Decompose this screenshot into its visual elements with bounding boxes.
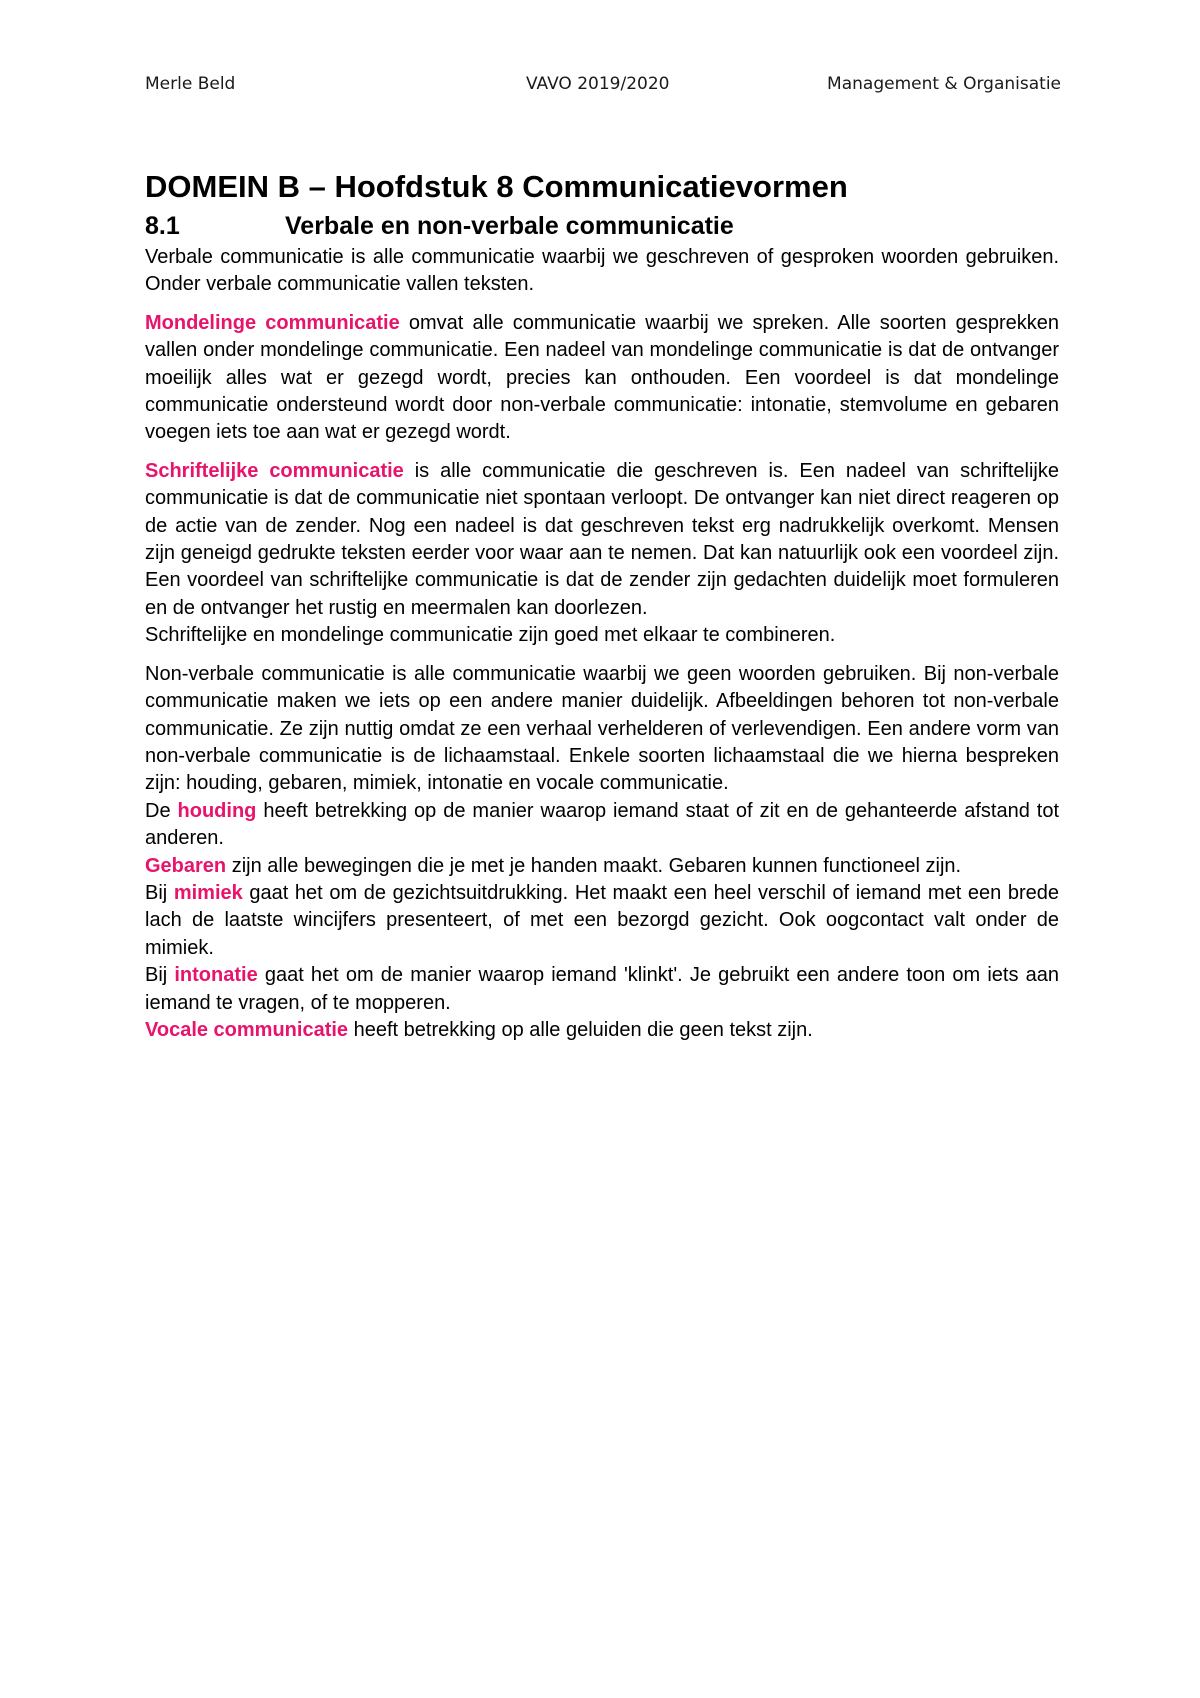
paragraph-gestures-text: zijn alle bewegingen die je met je handen maakt. Gebaren kunnen functioneel zijn. (226, 854, 962, 877)
paragraph-nonverbal: Non-verbale communicatie is alle communicatie waarbij we geen woorden gebruiken. Bij non-verbale communicatie maken we iets op een andere manier duidelijk. Afbeeldingen behoren tot non-verbale communicatie. Ze zijn nuttig omdat ze een verhaal verhelderen of verlevendigen. Een andere vorm van non-verbale communicatie is de lichaamstaal. Enkele soorten lichaamstaal die we hierna bespreken zijn: houding, gebaren, mimiek, intonatie en vocale communicatie. (145, 662, 1059, 795)
paragraph-intonation-prefix: Bij (145, 964, 175, 987)
paragraph-verbal: Verbale communicatie is alle communicatie waarbij we geschreven of gesproken woorden gebruiken. Onder verbale communicatie vallen teksten. (145, 246, 1059, 296)
term-intonation: intonatie (174, 964, 258, 987)
paragraph-intonation (145, 962, 1059, 1017)
paragraph-written (145, 458, 1059, 622)
term-written-communication: Schriftelijke communicatie (145, 459, 404, 482)
paragraph-combine: Schriftelijke en mondelinge communicatie zijn goed met elkaar te combineren. (145, 624, 836, 647)
paragraph-posture-prefix: De (145, 799, 178, 822)
document-body (145, 168, 1059, 1044)
term-facial-expression: mimiek (173, 881, 243, 904)
paragraph-vocal-text: heeft betrekking op alle geluiden die geen tekst zijn. (348, 1018, 813, 1041)
paragraph-written-text: is alle communicatie die geschreven is. Een nadeel van schriftelijke communicatie is dat de communicatie niet spontaan verloopt. De ontvanger kan niet direct reageren op de actie van de zender. Nog een nadeel is dat geschreven tekst erg nadrukkelijk overkomt. Mensen zijn geneigd gedrukte teksten eerder voor waar aan te nemen. Dat kan natuurlijk ook een voordeel zijn. Een voordeel van schriftelijke communicatie is dat de zender zijn gedachten duidelijk moet formuleren en de ontvanger het rustig en meermalen kan doorlezen. (145, 459, 1059, 619)
header-course-year: VAVO 2019/2020 (526, 74, 670, 94)
paragraph-gestures (145, 853, 1059, 880)
paragraph-posture (145, 798, 1059, 853)
paragraph-intonation-text: gaat het om de manier waarop iemand 'klinkt'. Je gebruikt een andere toon om iets aan iemand te vragen, of te mopperen. (145, 964, 1059, 1014)
header-subject: Management & Organisatie (827, 74, 1061, 94)
paragraph-oral (145, 310, 1059, 447)
term-gestures: Gebaren (145, 854, 227, 877)
header-author: Merle Beld (145, 74, 236, 94)
section-number: 8.1 (145, 212, 180, 240)
section-heading (145, 210, 1059, 242)
page-header (145, 74, 1061, 100)
term-posture: houding (177, 799, 257, 822)
section-title: Verbale en non-verbale communicatie (285, 212, 734, 240)
paragraph-facial-text: gaat het om de gezichtsuitdrukking. Het maakt een heel verschil of iemand met een brede lach de laatste wincijfers presenteert, of met een bezorgd gezicht. Ook oogcontact valt onder de mimiek. (145, 881, 1059, 959)
paragraph-posture-text: heeft betrekking op de manier waarop iemand staat of zit en de gehanteerde afstand tot anderen. (145, 799, 1060, 850)
paragraph-oral-text: omvat alle communicatie waarbij we spreken. Alle soorten gesprekken vallen onder mondelinge communicatie. Een nadeel van mondelinge communicatie is dat de ontvanger moeilijk alles wat er gezegd wordt, precies kan onthouden. Een voordeel is dat mondelinge communicatie ondersteund wordt door non-verbale communicatie: intonatie, stemvolume en gebaren voegen iets toe aan wat er gezegd wordt. (145, 311, 1059, 444)
chapter-title: DOMEIN B – Hoofdstuk 8 Communicatievormen (145, 169, 848, 204)
paragraph-facial-expression (145, 880, 1059, 962)
paragraph-facial-prefix: Bij (145, 881, 174, 904)
term-oral-communication: Mondelinge communicatie (145, 311, 400, 334)
term-vocal-communication: Vocale communicatie (145, 1018, 349, 1041)
paragraph-vocal (145, 1017, 1059, 1044)
